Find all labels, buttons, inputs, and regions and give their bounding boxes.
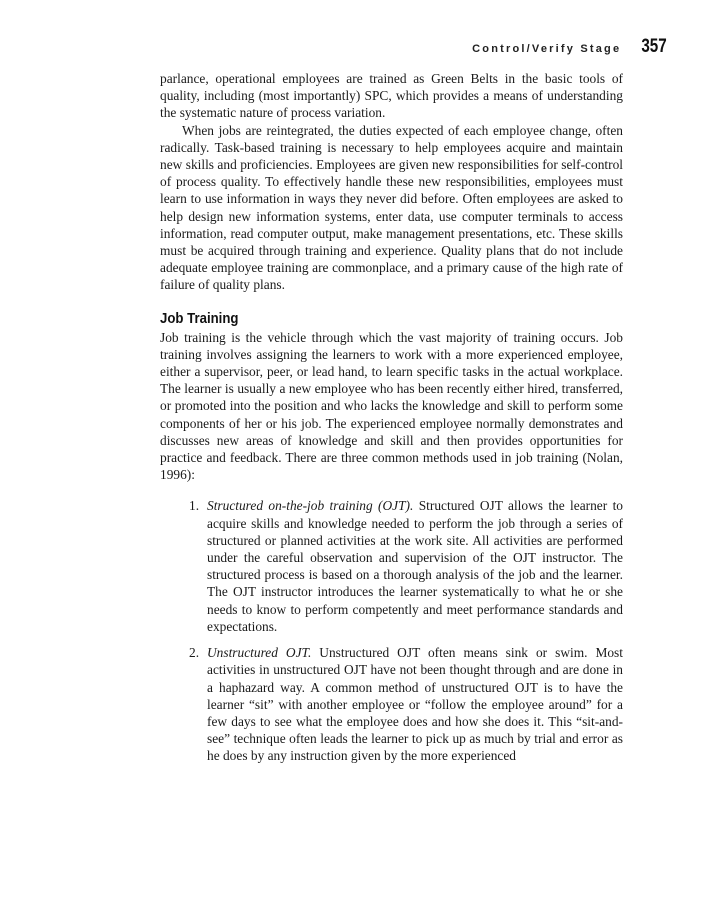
list-item-number: 2. — [189, 645, 200, 661]
list-item-number: 1. — [189, 498, 200, 514]
running-head — [160, 36, 667, 58]
list-item-text: Structured OJT allows the learner to acquire skills and knowledge needed to perform the job through a series of structured or planned activities at the work site. All activities are performed under the careful observation and supervision of the OJT instructor. The structured process is based on a thorough analysis of the job and the learner. The OJT instructor introduces the learner systematically to what he or she needs to know to perform competently and meet performance standards and expectations. — [207, 498, 623, 634]
list-item-body — [207, 644, 623, 764]
job-training-heading: Job Training — [160, 309, 239, 327]
list-item-text: Unstructured OJT often means sink or swim. Most activities in unstructured OJT have not been thought through and are done in a haphazard way. A common method of unstructured OJT is to have the learner “sit” with another employee or “follow the employee around” for a few days to see what the employee does and how she does it. This “sit-and-see” technique often leads the learner to pick up as much by trial and error as he does by any instruction given by the more experienced — [207, 645, 623, 764]
section-title: Control/Verify Stage — [472, 43, 622, 55]
training-methods-list — [160, 497, 623, 764]
page-number: 357 — [641, 36, 667, 57]
list-item-term: Unstructured OJT. — [207, 645, 312, 661]
job-training-intro: Job training is the vehicle through which the vast majority of training occurs. Job training involves assigning the learners to work with a more experienced employee, either a supervisor, peer, or lead hand, to learn specific tasks in the actual workplace. The learner is usually a new employee who has been recently either hired, transferred, or promoted into the position and who lacks the knowledge and skill to perform some components of her or his job. The experienced employee normally demonstrates and discusses new areas of knowledge and skill and then provides opportunities for practice and feedback. There are three common methods used in job training (Nolan, 1996): — [160, 329, 623, 483]
book-page — [160, 36, 667, 774]
body-paragraph-1: parlance, operational employees are trained as Green Belts in the basic tools of quality, including (most importantly) SPC, which provides a means of understanding the systematic nature of process variation. — [160, 71, 623, 121]
list-item — [160, 497, 623, 635]
body-paragraph-2: When jobs are reintegrated, the duties expected of each employee change, often radically. Task-based training is necessary to help employees acquire and maintain new skills and proficiencies. Employees are given new responsibilities for self-control of process quality. To effectively handle these new responsibilities, employees must learn to use information in ways they never did before. Often employees are asked to help design new information systems, enter data, use computer terminals to access information, read computer output, make management presentations, etc. These skills must be acquired through training and experience. Quality plans that do not include adequate employee training are commonplace, and a primary cause of the high rate of failure of quality plans. — [160, 122, 623, 293]
list-item-body — [207, 497, 623, 635]
list-item-term: Structured on-the-job training (OJT). — [207, 498, 414, 514]
list-item — [160, 644, 623, 764]
